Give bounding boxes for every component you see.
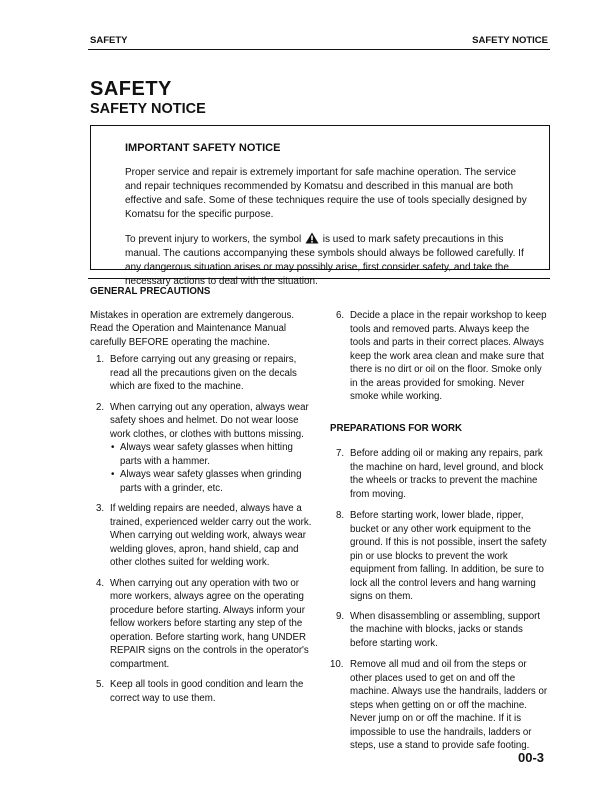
preparations-heading: PREPARATIONS FOR WORK <box>330 422 463 434</box>
page-title: SAFETY <box>90 78 172 100</box>
page-subtitle: SAFETY NOTICE <box>90 101 206 117</box>
running-header <box>88 35 550 50</box>
general-intro: Mistakes in operation are extremely dangerous. Read the Operation and Maintenance Manual carefully BEFORE operating the machine. <box>90 309 295 348</box>
list-item: 6. Decide a place in the repair workshop to keep tools and removed parts. Always keep the tools and parts in their correct places. Always keep the work area clean and make sure that there is no dirt or oil on the floor. Smoke only in the areas provided for smoking. Never smoke while working. <box>336 310 547 402</box>
list-item: 3. If welding repairs are needed, always have a trained, experienced welder carry out the work. When carrying out welding work, always wear welding gloves, apron, hand shield, cap and other clothes suited for welding work. <box>96 503 312 568</box>
notice-title: IMPORTANT SAFETY NOTICE <box>125 142 281 154</box>
header-right: SAFETY NOTICE <box>472 35 548 46</box>
important-notice-box <box>90 125 550 287</box>
section-divider <box>88 278 550 279</box>
general-precautions-heading: GENERAL PRECAUTIONS <box>90 286 211 297</box>
notice-p2-before: To prevent injury to workers, the symbol <box>125 234 302 245</box>
list-item: 9. When disassembling or assembling, support the machine with blocks, jacks or stands before starting work. <box>336 610 541 649</box>
list-item: 7. Before adding oil or making any repairs, park the machine on hard, level ground, and block the wheels or tracks to prevent the machine from moving. <box>336 448 544 500</box>
left-column <box>90 285 312 705</box>
page-number: 00-3 <box>518 750 545 765</box>
list-item: 8. Before starting work, lower blade, ripper, bucket or any other work equipment to the ground. If this is not possible, insert the safety pin or use blocks to prevent the work equipment from falling. In addition, be sure to lock all the control levers and hang warning signs on them. <box>336 510 547 602</box>
list-item: 10. Remove all mud and oil from the steps or other places used to get on and off the machine. Always use the handrails, ladders or steps when getting on or off the machine. Never jump on or off the machine. If it is impossible to use the handrails, ladders or steps, use a stand to provide safe footing. <box>330 659 548 751</box>
list-item: 5. Keep all tools in good condition and learn the correct way to use them. <box>96 679 304 704</box>
list-item: 4. When carrying out any operation with two or more workers, always agree on the operating procedure before starting. Always inform your fellow workers before starting any step of the operation. Before starting work, hang UNDER REPAIR signs on the controls in the operator's compartment. <box>96 577 309 670</box>
list-item: 1. Before carrying out any greasing or repairs, read all the precautions given on the decals which are fixed to the machine. <box>96 354 297 392</box>
notice-paragraph-2 <box>125 232 527 289</box>
notice-p2-after: is used to mark safety precautions in this manual. The cautions accompanying these symbols should always be followed carefully. If any dangerous situation arises or may possibly arise, first consider safety, and take the necessary actions to deal with the situation. <box>125 234 524 287</box>
right-column <box>330 309 548 753</box>
bullet-item: • Always wear safety glasses when hitting parts with a hammer. <box>111 442 293 467</box>
warning-triangle-icon <box>305 232 319 244</box>
notice-paragraph-1: Proper service and repair is extremely important for safe machine operation. The service and repair techniques recommended by Komatsu and described in this manual are both effective and safe. Some of these techniques require the use of tools specially designed by Komatsu for the specific purpose. <box>125 167 527 220</box>
list-item: 2. When carrying out any operation, always wear safety shoes and helmet. Do not wear loose work clothes, or clothes with buttons missing. <box>96 401 309 440</box>
header-left: SAFETY <box>90 35 128 46</box>
bullet-item: • Always wear safety glasses when grinding parts with a grinder, etc. <box>111 469 302 494</box>
